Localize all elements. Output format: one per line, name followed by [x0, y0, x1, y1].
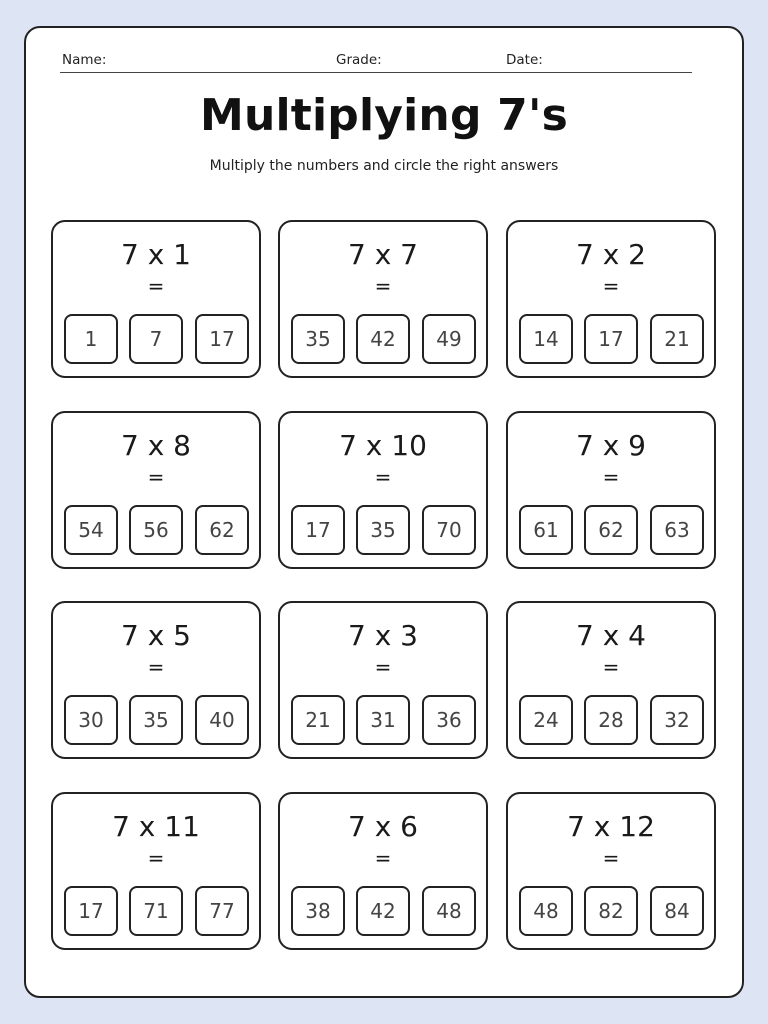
problem-question: 7 x 8	[121, 429, 191, 462]
answer-choice[interactable]: 30	[64, 695, 118, 745]
problem-question: 7 x 6	[348, 810, 418, 843]
problem-card	[506, 411, 716, 569]
answer-choice[interactable]: 35	[291, 314, 345, 364]
answer-choice[interactable]: 31	[356, 695, 410, 745]
answer-choice[interactable]: 82	[584, 886, 638, 936]
problem-card	[51, 411, 261, 569]
equals-sign: =	[374, 274, 392, 298]
grade-label: Grade:	[336, 52, 382, 68]
problem-card	[51, 220, 261, 378]
problem-question: 7 x 12	[567, 810, 655, 843]
answer-choice[interactable]: 49	[422, 314, 476, 364]
equals-sign: =	[374, 465, 392, 489]
problem-question: 7 x 9	[576, 429, 646, 462]
answer-choice[interactable]: 32	[650, 695, 704, 745]
answer-choice[interactable]: 77	[195, 886, 249, 936]
problem-card	[278, 601, 488, 759]
problem-card	[51, 601, 261, 759]
name-label: Name:	[62, 52, 107, 68]
worksheet	[24, 26, 744, 998]
answer-choice[interactable]: 35	[356, 505, 410, 555]
answer-choice[interactable]: 38	[291, 886, 345, 936]
problem-card	[278, 220, 488, 378]
equals-sign: =	[602, 655, 620, 679]
problem-question: 7 x 1	[121, 238, 191, 271]
equals-sign: =	[147, 465, 165, 489]
answer-choice[interactable]: 54	[64, 505, 118, 555]
answer-choice[interactable]: 71	[129, 886, 183, 936]
answer-choice[interactable]: 14	[519, 314, 573, 364]
answer-choice[interactable]: 21	[291, 695, 345, 745]
answer-choice[interactable]: 17	[64, 886, 118, 936]
equals-sign: =	[374, 846, 392, 870]
problem-question: 7 x 3	[348, 619, 418, 652]
equals-sign: =	[602, 274, 620, 298]
answer-choice[interactable]: 70	[422, 505, 476, 555]
problem-card	[278, 792, 488, 950]
problem-question: 7 x 4	[576, 619, 646, 652]
equals-sign: =	[602, 465, 620, 489]
equals-sign: =	[602, 846, 620, 870]
problem-card	[278, 411, 488, 569]
answer-choice[interactable]: 17	[195, 314, 249, 364]
answer-choice[interactable]: 61	[519, 505, 573, 555]
problem-question: 7 x 11	[112, 810, 200, 843]
answer-choice[interactable]: 17	[291, 505, 345, 555]
answer-choice[interactable]: 56	[129, 505, 183, 555]
instructions: Multiply the numbers and circle the right answers	[209, 158, 559, 174]
answer-choice[interactable]: 7	[129, 314, 183, 364]
equals-sign: =	[374, 655, 392, 679]
answer-choice[interactable]: 48	[519, 886, 573, 936]
equals-sign: =	[147, 655, 165, 679]
answer-choice[interactable]: 62	[584, 505, 638, 555]
answer-choice[interactable]: 21	[650, 314, 704, 364]
problem-card	[506, 601, 716, 759]
problem-question: 7 x 2	[576, 238, 646, 271]
answer-choice[interactable]: 35	[129, 695, 183, 745]
problem-question: 7 x 7	[348, 238, 418, 271]
answer-choice[interactable]: 17	[584, 314, 638, 364]
answer-choice[interactable]: 63	[650, 505, 704, 555]
answer-choice[interactable]: 62	[195, 505, 249, 555]
problem-card	[506, 792, 716, 950]
date-label: Date:	[506, 52, 543, 68]
problem-question: 7 x 10	[339, 429, 427, 462]
problem-card	[51, 792, 261, 950]
answer-choice[interactable]: 84	[650, 886, 704, 936]
problem-card	[506, 220, 716, 378]
answer-choice[interactable]: 42	[356, 886, 410, 936]
answer-choice[interactable]: 1	[64, 314, 118, 364]
answer-choice[interactable]: 28	[584, 695, 638, 745]
header-underline	[60, 72, 692, 73]
page-title: Multiplying 7's	[199, 90, 569, 141]
problem-question: 7 x 5	[121, 619, 191, 652]
equals-sign: =	[147, 274, 165, 298]
equals-sign: =	[147, 846, 165, 870]
answer-choice[interactable]: 36	[422, 695, 476, 745]
answer-choice[interactable]: 48	[422, 886, 476, 936]
answer-choice[interactable]: 42	[356, 314, 410, 364]
answer-choice[interactable]: 24	[519, 695, 573, 745]
answer-choice[interactable]: 40	[195, 695, 249, 745]
